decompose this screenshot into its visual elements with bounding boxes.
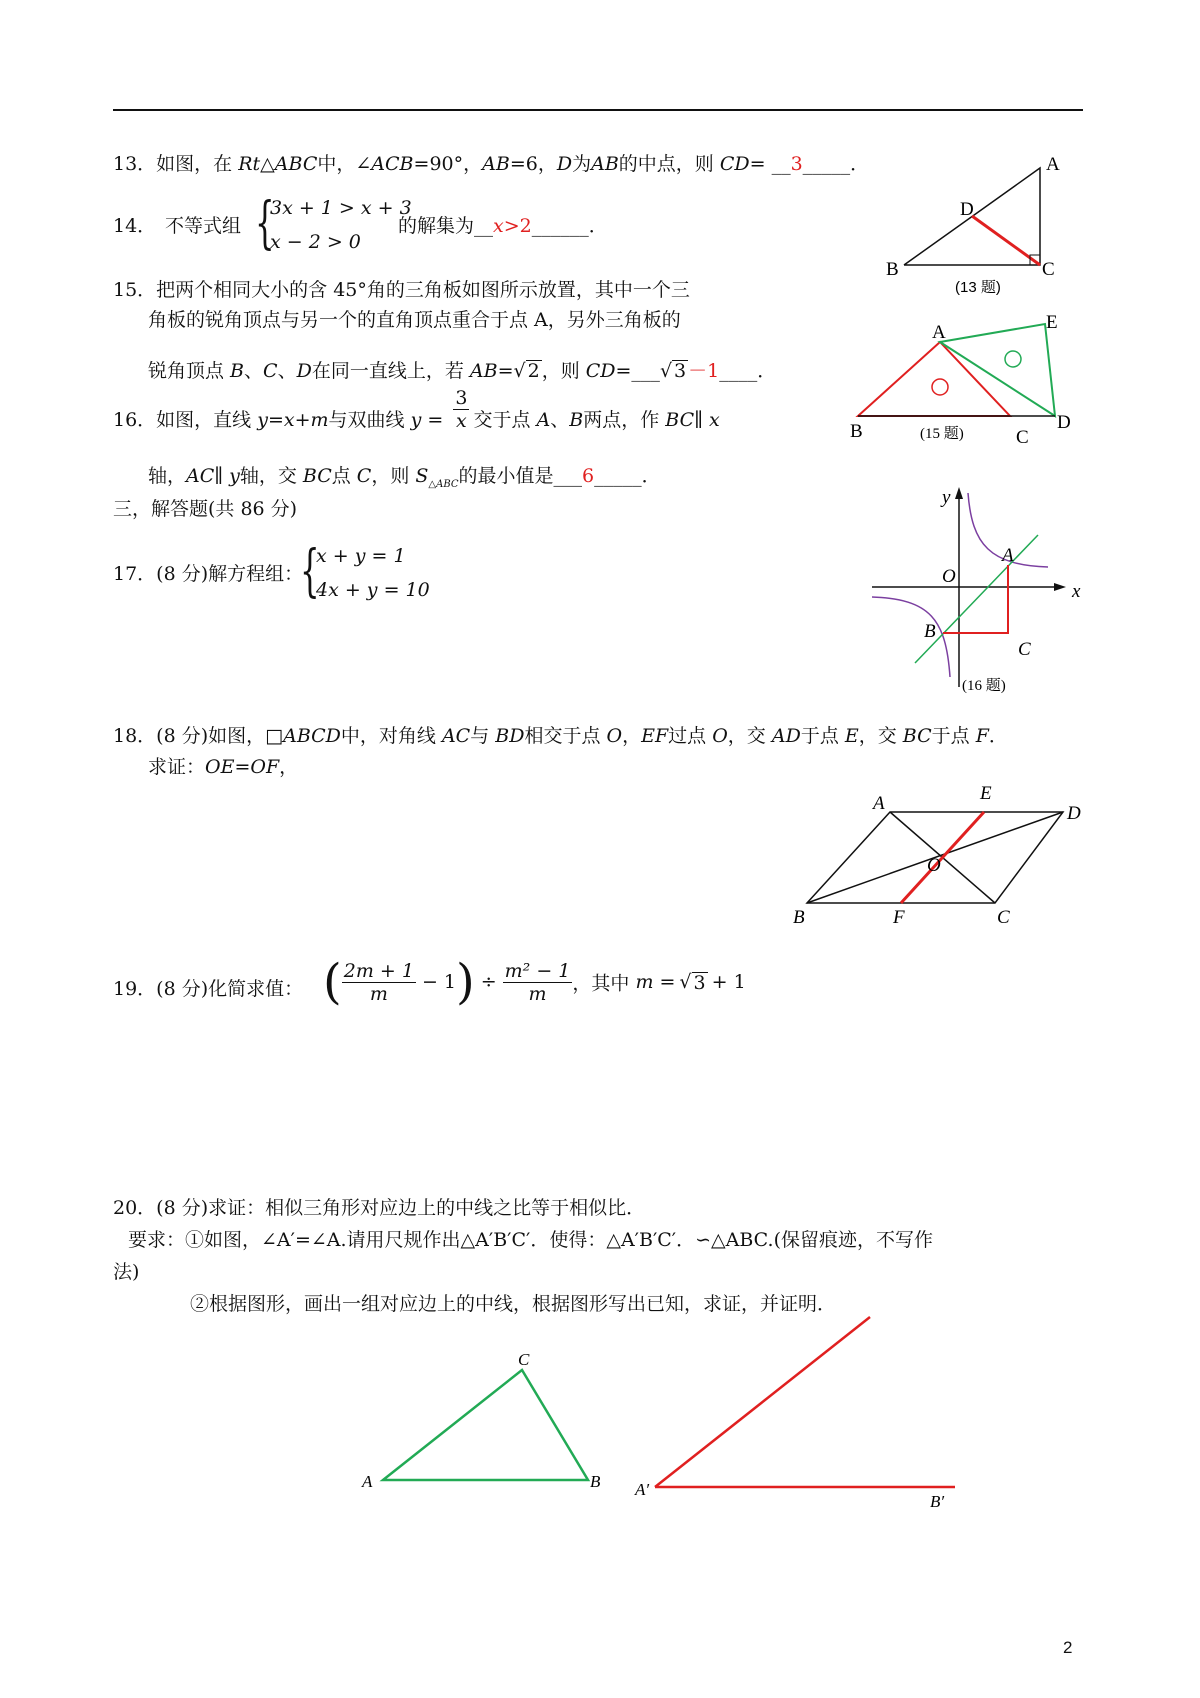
q15-sqrt-sign: √ [513,360,526,382]
q16-c: C [356,465,372,487]
label-d: D [1067,803,1081,824]
q18-t6: 过点 [668,725,713,747]
q18-t5: ， [622,725,642,747]
q20-line3: 法) [113,1261,140,1283]
q19-lparen: ( [323,954,342,1010]
q16-t14: 的最小值是___ [458,465,583,487]
q16-b: B [569,409,584,431]
q14-number: 14． [113,215,157,237]
label-y: y [942,487,951,508]
q16-ac: AC [186,465,215,487]
q18-bc: BC [902,725,932,747]
q16-answer: 6 [582,465,595,487]
q18-t2: 中，对角线 [340,725,442,747]
caption-15: (15 题) [920,426,964,442]
figure-13 [880,150,1080,300]
q13-ab2: AB [591,153,619,175]
q15-t7: =___ [615,360,660,382]
q18-e: E [844,725,859,747]
q16-t13: ，则 [371,465,416,487]
label-d: D [960,199,974,220]
q13-d: D [556,153,573,175]
q15-t3: 、 [277,360,297,382]
section-3-title: 三，解答题(共 86 分) [113,498,298,520]
label-d: D [1057,412,1071,433]
q17-brace: { [300,539,320,604]
hyperbola-branch-2 [872,597,950,677]
q18-t7: ，交 [727,725,772,747]
label-f: F [893,907,905,925]
q16-sub: △ABC [428,478,459,490]
q16-t10: ∥ [214,465,230,487]
q15-d: D [296,360,312,382]
q13-rt: Rt [238,153,261,175]
q18-t14: ， [279,756,299,778]
q13-text1: 中，∠ [317,153,372,175]
q16-t11: 轴，交 [239,465,303,487]
q19-frac2-num: m² − 1 [504,959,571,982]
q18-oe: OE [205,756,235,778]
q18-t12: 求证： [148,756,206,778]
q16-line2 [148,464,661,497]
q20-line1: 20．(8 分)求证：相似三角形对应边上的中线之比等于相似比． [113,1197,646,1219]
label-a: A [932,322,946,343]
label-o: O [927,855,941,876]
q18-line1 [113,724,1008,748]
q16-frac-num: 3 [455,386,468,409]
q18-t13: = [234,756,251,778]
label-b: B [793,907,805,925]
label-a: A [1046,154,1060,175]
q18-t4: 相交于点 [524,725,607,747]
q18-ac: AC [441,725,471,747]
q13-triangle-symbol: △ [260,153,275,175]
q18-t9: ，交 [858,725,903,747]
x-axis-arrow [1054,583,1066,591]
q15-t5: = [497,360,514,382]
label-a: A [873,793,885,814]
caption-13: (13 题) [955,279,1001,296]
q18-o: O [606,725,623,747]
label-c: C [518,1350,530,1369]
q20-line4: ②根据图形，画出一组对应边上的中线，根据图形写出已知，求证，并证明． [190,1293,837,1315]
q15-ans-sqrt: 3 [674,360,687,382]
q17-eq2: 4x + y = 10 [316,579,430,601]
q19-number: 19．(8 分)化简求值： [113,978,304,1000]
figure-15 [850,310,1080,445]
q16-frac-den: x [456,409,467,432]
label-c: C [1042,259,1055,280]
q13-cd: CD [719,153,750,175]
q18-t8: 于点 [800,725,845,747]
label-e: E [980,783,992,804]
q13-eq: = __ [749,153,791,175]
q19-frac1-num: 2m + 1 [343,959,414,982]
q14-brace: { [255,191,275,256]
q19-sqrt-val: 3 [693,971,706,994]
q15-line2: 角板的锐角顶点与另一个的直角顶点重合于点 A，另外三角板的 [148,309,681,331]
q13-acb: ACB [371,153,414,175]
green-triangle-hole [1005,351,1021,367]
q18-t3: 与 [470,725,496,747]
label-x: x [1072,581,1081,602]
q14-answer-x: x [493,215,504,237]
q17-number: 17．(8 分)解方程组： [113,563,304,585]
q14-answer-line [398,214,608,238]
q18-t1: 18．(8 分)如图， [113,725,266,747]
q15-line1: 15．把两个相同大小的含 45°角的三角板如图所示放置，其中一个三 [113,279,690,301]
q18-o2: O [712,725,728,747]
q19-div: ÷ [480,971,497,993]
q16-tail: _____． [594,465,661,487]
label-b-prime: B′ [930,1492,945,1511]
caption-16: (16 题) [962,678,1006,694]
header-rule [113,109,1083,111]
q16-t5: 交于点 [473,409,537,431]
q15-t4: 在同一直线上，若 [311,360,470,382]
q15-ans-sqrt-sign: √ [659,360,673,382]
q13-answer: 3 [790,153,803,175]
q20-line2: 要求：①如图，∠A′=∠A.请用尺规作出△A′B′C′．使得：△A′B′C′．∽△ABC.(保留痕迹，不写作 [128,1229,933,1251]
q19-frac1-den: m [369,982,388,1005]
q18-ef: EF [641,725,669,747]
q15-tail: ____． [719,360,777,382]
q19-rparen: ) [456,954,475,1010]
q16-m: m [310,409,329,431]
q13-text5: 的中点，则 [618,153,720,175]
q15-answer: －1 [688,360,720,382]
q18-of: OF [250,756,280,778]
q19-sqrt-sign: √ [679,971,692,993]
q16-t1: 16．如图，直线 [113,409,258,431]
q16-t3: + [294,409,311,431]
q19-minus1: − 1 [421,971,456,993]
label-b: B [590,1472,601,1491]
q19-frac2-den: m [528,982,547,1005]
q13-text2: =90°， [413,153,483,175]
q15-t2: 、 [244,360,264,382]
q19-m-eq: m = [635,971,676,993]
q15-b: B [230,360,245,382]
page-number: 2 [1063,1638,1073,1657]
q16-bc2: BC [302,465,332,487]
q18-t11: ． [988,725,1008,747]
q14-answer: >2 [503,215,532,237]
label-c: C [997,907,1010,925]
label-o: O [942,566,956,587]
q15-c: C [263,360,278,382]
q16-a: A [536,409,551,431]
q16-t6: 、 [550,409,570,431]
figure-16 [860,485,1090,700]
q16-bc: BC [665,409,695,431]
q16-x2: x [708,409,720,431]
triangle-abc [383,1370,588,1480]
segment-ef [901,812,984,903]
label-a-prime: A′ [635,1480,650,1499]
q13-text3: =6， [509,153,557,175]
q15-t1: 锐角顶点 [148,360,231,382]
label-e: E [1046,312,1058,333]
q16-y: y [257,409,268,431]
q13-tail: _____． [802,153,870,175]
q18-ad: AD [771,725,801,747]
label-a: A [362,1472,373,1491]
q19-frac2 [503,960,573,1005]
label-c: C [1016,427,1029,445]
q16-t12: 点 [331,465,357,487]
q18-line2 [148,755,298,779]
red-triangle [858,342,1010,416]
q15-sqrt-val: 2 [527,360,540,382]
q16-line1 [113,386,720,432]
q13-number: 13．如图，在 [113,153,239,175]
q18-t10: 于点 [931,725,976,747]
ray-a1c [655,1317,870,1487]
q15-cd: CD [585,360,616,382]
label-b: B [886,259,899,280]
q19-expression [323,954,746,1010]
q16-t4: 与双曲线 [328,409,411,431]
figure-18 [785,775,1095,925]
q16-t8: ∥ [694,409,709,431]
q14-text: 不等式组 [165,215,242,237]
q16-t2: = [267,409,284,431]
label-b: B [850,421,863,442]
q16-s: S [415,465,429,487]
y-axis-arrow [955,487,963,499]
q16-t7: 两点，作 [583,409,666,431]
q19-frac1 [342,960,416,1005]
q14-eq1: 3x + 1 > x + 3 [270,197,412,219]
q18-bd: BD [495,725,525,747]
q14-tail: ______． [531,215,608,237]
q13-abc: ABC [274,153,318,175]
q15-t6: ，则 [541,360,586,382]
q14-eq2: x − 2 > 0 [270,231,361,253]
red-triangle-hole [932,379,948,395]
q16-t9: 轴， [148,465,187,487]
q16-fraction [453,387,469,432]
label-b: B [924,621,936,642]
label-c: C [1018,639,1031,660]
label-a: A [1002,545,1014,566]
figure-20 [350,1315,970,1515]
q13-text4: 为 [572,153,592,175]
q17-eq1: x + y = 1 [316,545,406,567]
q14-after: 的解集为__ [398,215,494,237]
q16-frac-lhs: y = [410,409,444,431]
q18-f: F [975,725,989,747]
q15-line3 [148,359,776,383]
q15-ab: AB [469,360,498,382]
q18-abcd: □ABCD [265,725,341,747]
q13-ab: AB [482,153,510,175]
q16-x: x [283,409,295,431]
question-13 [113,152,869,176]
q19-where: ，其中 [572,972,636,995]
q19-plus1: + 1 [711,971,746,993]
q16-y2: y [229,465,240,487]
